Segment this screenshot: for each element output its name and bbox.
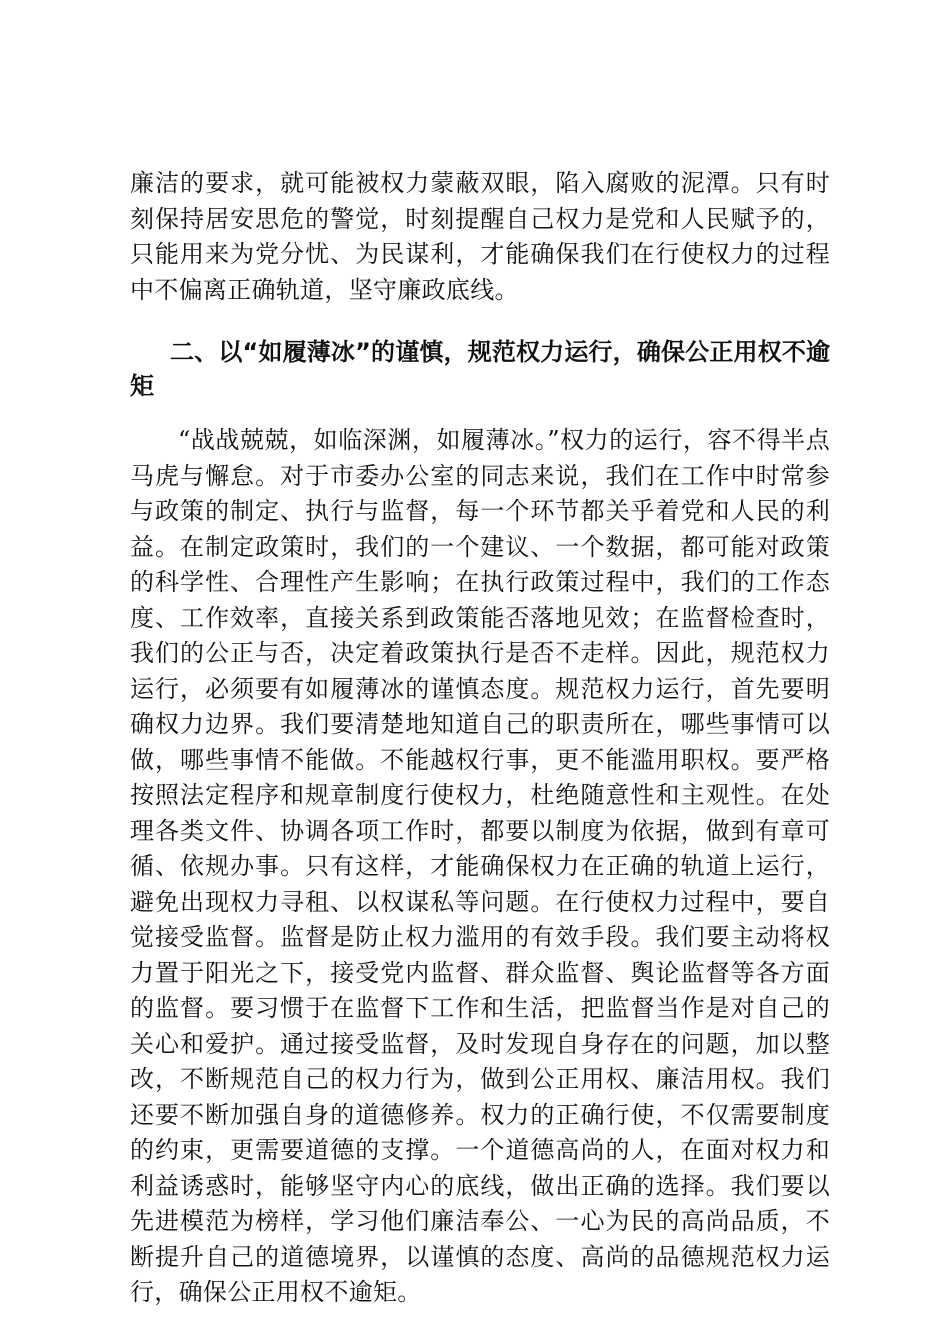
section-heading: 二、以“如履薄冰”的谨慎，规范权力运行，确保公正用权不逾矩 <box>130 338 830 400</box>
continued-paragraph: 廉洁的要求，就可能被权力蒙蔽双眼，陷入腐败的泥潭。只有时刻保持居安思危的警觉，时刻提醒自己权力是党和人民赋予的，只能用来为党分忧、为民谋利，才能确保我们在行使权力的过程中不偏离正确轨道，坚守廉政底线。 <box>130 169 830 304</box>
document-body <box>130 166 830 1311</box>
section-paragraph: “战战兢兢，如临深渊，如履薄冰。”权力的运行，容不得半点马虎与懈怠。对于市委办公室的同志来说，我们在工作中时常参与政策的制定、执行与监督，每一个环节都关乎着党和人民的利益。在制定政策时，我们的一个建议、一个数据，都可能对政策的科学性、合理性产生影响；在执行政策过程中，我们的工作态度、工作效率，直接关系到政策能否落地见效；在监督检查时，我们的公正与否，决定着政策执行是否不走样。因此，规范权力运行，必须要有如履薄冰的谨慎态度。规范权力运行，首先要明确权力边界。我们要清楚地知道自己的职责所在，哪些事情可以做，哪些事情不能做。不能越权行事，更不能滥用职权。要严格按照法定程序和规章制度行使权力，杜绝随意性和主观性。在处理各类文件、协调各项工作时，都要以制度为依据，做到有章可循、依规办事。只有这样，才能确保权力在正确的轨道上运行，避免出现权力寻租、以权谋私等问题。在行使权力过程中，要自觉接受监督。监督是防止权力滥用的有效手段。我们要主动将权力置于阳光之下，接受党内监督、群众监督、舆论监督等各方面的监督。要习惯于在监督下工作和生活，把监督当作是对自己的关心和爱护。通过接受监督，及时发现自身存在的问题，加以整改，不断规范自己的权力行为，做到公正用权、廉洁用权。我们还要不断加强自身的道德修养。权力的正确行使，不仅需要制度的约束，更需要道德的支撑。一个道德高尚的人，在面对权力和利益诱惑时，能够坚守内心的底线，做出正确的选择。我们要以先进模范为榜样，学习他们廉洁奉公、一心为民的高尚品质，不断提升自己的道德境界，以谨慎的态度、高尚的品德规范权力运行，确保公正用权不逾矩。 <box>130 426 830 1306</box>
